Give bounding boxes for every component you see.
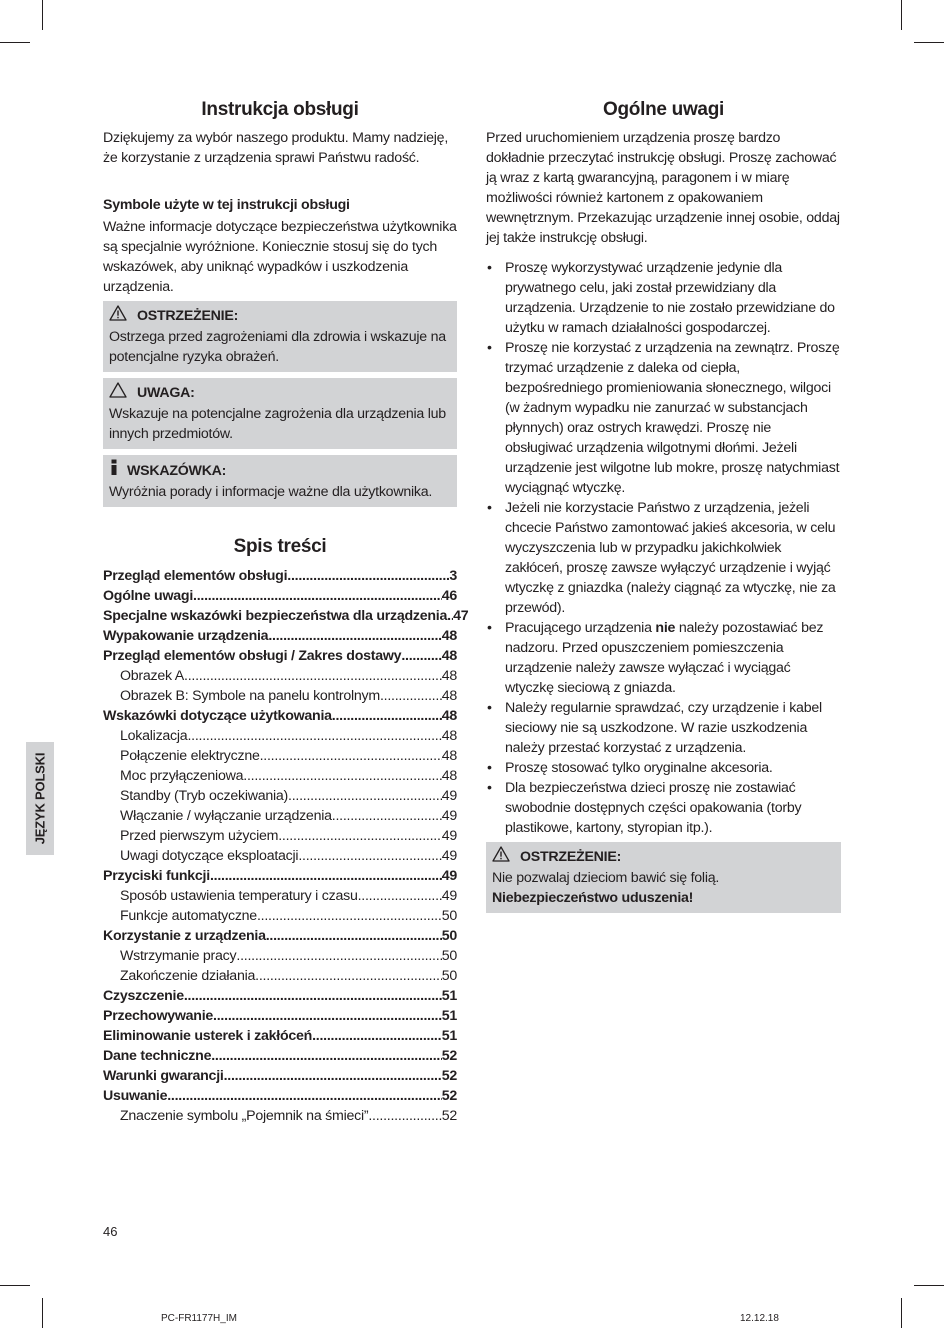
toc-entry-label: Obrazek B: Symbole na panelu kontrolnym: [120, 688, 380, 704]
children-warning-text: [492, 868, 835, 908]
language-side-tab: [26, 742, 54, 855]
toc-entry: [103, 586, 457, 606]
toc-entry: [103, 686, 457, 706]
symbols-text: Ważne informacje dotyczące bezpieczeństwa użytkownika są specjalnie wyróżnione. Koniecznie stosuj się do tych wskazówek, aby uniknąć wypadków i uszkodzenia urządzenia.: [103, 219, 457, 295]
crop-mark: [914, 1285, 944, 1286]
toc-leader-dots: [287, 566, 449, 586]
toc-leader-dots: [184, 666, 442, 686]
toc-entry: [103, 846, 457, 866]
toc-entry-page: 48: [441, 748, 457, 764]
toc-leader-dots: [266, 926, 442, 946]
toc-entry-page: 48: [441, 768, 457, 784]
general-notes-title: Ogólne uwagi: [603, 99, 724, 120]
instructions-title: Instrukcja obsługi: [201, 99, 359, 120]
general-note-item: • Proszę stosować tylko oryginalne akcesoria.: [486, 758, 841, 778]
general-notes-intro: Przed uruchomieniem urządzenia proszę bardzo dokładnie przeczytać instrukcję obsługi. Proszę zachować ją wraz z kartą gwarancyjną, paragonem i w miarę możliwości również kartonem z opakowaniem wewnętrznym. Przekazując urządzenie innej osobie, oddaj jej także instrukcję obsługi.: [486, 130, 840, 246]
toc-entry-page: 50: [441, 928, 457, 944]
toc-leader-dots: [358, 886, 442, 906]
toc-entry-label: Połączenie elektryczne: [120, 748, 260, 764]
warning-triangle-icon: [109, 305, 137, 327]
toc-entry-label: Wskazówki dotyczące użytkowania: [103, 708, 332, 724]
toc-entry-label: Przegląd elementów obsługi / Zakres dostawy: [103, 648, 402, 664]
table-of-contents: [103, 566, 469, 1126]
toc-entry: [103, 1006, 457, 1026]
toc-entry-label: Wstrzymanie pracy: [120, 948, 237, 964]
toc-entry-page: 49: [441, 828, 457, 844]
toc-entry-page: 48: [441, 688, 457, 704]
toc-entry-label: Korzystanie z urządzenia: [103, 928, 266, 944]
toc-entry: [103, 866, 457, 886]
toc-entry: [103, 666, 457, 686]
caution-text: Wskazuje na potencjalne zagrożenia dla urządzenia lub innych przedmiotów.: [109, 406, 446, 442]
toc-entry-label: Moc przyłączeniowa: [120, 768, 244, 784]
toc-title: Spis treści: [233, 536, 327, 557]
toc-leader-dots: [184, 986, 442, 1006]
toc-leader-dots: [298, 846, 441, 866]
page-number: 46: [103, 1224, 118, 1239]
toc-entry-label: Czyszczenie: [103, 988, 184, 1004]
toc-leader-dots: [193, 586, 442, 606]
toc-entry-page: 51: [441, 1028, 457, 1044]
toc-entry: [103, 706, 457, 726]
toc-entry-page: 48: [441, 728, 457, 744]
toc-leader-dots: [268, 626, 441, 646]
intro-text: Dziękujemy za wybór naszego produktu. Mamy nadzieję, że korzystanie z urządzenia sprawi Państwu radość.: [103, 130, 449, 166]
general-note-item: • Proszę wykorzystywać urządzenie jedynie dla prywatnego celu, jaki został przewidziany dla urządzenia. Urządzenie to nie zostało przewidziane do użytku w ramach działalności gospodarczej.: [486, 258, 841, 338]
note-title: WSKAZÓWKA:: [127, 462, 227, 479]
toc-entry-label: Wypakowanie urządzenia: [103, 628, 269, 644]
toc-leader-dots: [368, 1106, 441, 1126]
info-icon: [109, 459, 127, 482]
general-note-item: • Dla bezpieczeństwa dzieci proszę nie zostawiać swobodnie dostępnych części opakowania (torby plastikowe, kartony, styropian itp.).: [486, 778, 841, 838]
crop-mark: [901, 1298, 902, 1328]
caution-title: UWAGA:: [137, 385, 195, 401]
toc-entry: [103, 566, 457, 586]
toc-entry-page: 50: [441, 948, 457, 964]
caution-triangle-icon: [109, 382, 137, 404]
toc-entry-label: Przed pierwszym użyciem: [120, 828, 279, 844]
toc-entry: [103, 726, 457, 746]
toc-entry-page: 51: [441, 988, 457, 1004]
left-column: [103, 98, 469, 1126]
toc-entry: [103, 626, 457, 646]
toc-entry-page: 48: [441, 668, 457, 684]
toc-entry-label: Standby (Tryb oczekiwania): [120, 788, 289, 804]
toc-leader-dots: [260, 746, 442, 766]
general-note-emphasis: nie: [655, 620, 676, 636]
toc-entry: [103, 826, 457, 846]
crop-mark: [0, 1285, 30, 1286]
toc-entry-label: Eliminowanie usterek i zakłóceń: [103, 1028, 313, 1044]
toc-entry: [103, 606, 469, 626]
footer-date: 12.12.18: [740, 1313, 779, 1324]
toc-entry-label: Obrazek A: [120, 668, 184, 684]
toc-entry: [103, 986, 457, 1006]
toc-entry-label: Uwagi dotyczące eksploatacji: [120, 848, 299, 864]
toc-leader-dots: [243, 766, 441, 786]
crop-mark: [0, 42, 30, 43]
note-text: Wyróżnia porady i informacje ważne dla użytkownika.: [109, 484, 433, 500]
toc-entry-page: 52: [441, 1048, 457, 1064]
warning-box: [103, 301, 457, 372]
toc-entry-page: 51: [441, 1008, 457, 1024]
toc-leader-dots: [401, 646, 441, 666]
crop-mark: [914, 42, 944, 43]
toc-entry-label: Przyciski funkcji: [103, 868, 210, 884]
warning-text: Ostrzega przed zagrożeniami dla zdrowia i wskazuje na potencjalne ryzyka obrażeń.: [109, 329, 446, 365]
general-note-item: • Proszę nie korzystać z urządzenia na zewnątrz. Proszę trzymać urządzenie z daleka od ciepła, bezpośredniego promieniowania słonecznego, wilgoci (w żadnym wypadku nie zanurzać w substancjach płynnych) oraz ostrych krawędzi. Proszę nie obsługiwać urządzenia wilgotnymi dłońmi. Jeżeli urządzenie jest wilgotne lub mokre, proszę natychmiast wyciągnąć wtyczkę.: [486, 338, 841, 498]
toc-entry: [103, 906, 457, 926]
toc-entry: [103, 886, 457, 906]
general-note-item: • Należy regularnie sprawdzać, czy urządzenie i kabel sieciowy nie są uszkodzone. W razie uszkodzenia należy przestać korzystać z urządzenia.: [486, 698, 841, 758]
toc-entry-label: Warunki gwarancji: [103, 1068, 224, 1084]
toc-entry: [103, 786, 457, 806]
toc-leader-dots: [167, 1086, 441, 1106]
toc-entry-label: Usuwanie: [103, 1088, 168, 1104]
toc-entry: [103, 926, 457, 946]
toc-entry: [103, 806, 457, 826]
toc-entry-page: 46: [441, 588, 457, 604]
crop-mark: [42, 0, 43, 30]
toc-leader-dots: [210, 866, 442, 886]
toc-entry-page: 52: [441, 1088, 457, 1104]
toc-leader-dots: [187, 726, 441, 746]
toc-leader-dots: [213, 1006, 442, 1026]
toc-entry-page: 49: [441, 848, 457, 864]
toc-leader-dots: [255, 966, 442, 986]
toc-leader-dots: [257, 906, 442, 926]
general-note-text: Pracującego urządzenia: [505, 620, 656, 636]
toc-entry-page: 48: [441, 648, 457, 664]
children-warning-bold: Niebezpieczeństwo uduszenia!: [492, 890, 694, 906]
caution-box: [103, 378, 457, 449]
toc-leader-dots: [236, 946, 441, 966]
general-note-item: • Jeżeli nie korzystacie Państwo z urządzenia, jeżeli chcecie Państwo zamontować jakieś akcesoria, w celu wyczyszczenia lub w przypadku jakichkolwiek zakłóceń, proszę zawsze wyłączyć urządzenie i wyjąć wtyczkę z gniazdka (należy ciągnąć za wtyczkę, nie za przewód).: [486, 498, 841, 618]
toc-entry: [103, 1086, 457, 1106]
toc-leader-dots: [312, 1026, 442, 1046]
toc-entry: [103, 966, 457, 986]
toc-entry-label: Dane techniczne: [103, 1048, 212, 1064]
children-warning-title: OSTRZEŻENIE:: [520, 849, 622, 865]
toc-entry: [103, 1106, 457, 1126]
children-warning-box: [486, 842, 841, 913]
toc-entry-page: 52: [441, 1068, 457, 1084]
children-warning-plain: Nie pozwalaj dzieciom bawić się folią.: [492, 870, 720, 886]
toc-entry: [103, 1046, 457, 1066]
toc-entry: [103, 1066, 457, 1086]
toc-leader-dots: [332, 706, 442, 726]
toc-leader-dots: [278, 826, 441, 846]
toc-entry-label: Ogólne uwagi: [103, 588, 194, 604]
toc-entry-page: 50: [441, 968, 457, 984]
toc-entry-page: 47: [453, 608, 469, 624]
crop-mark: [42, 1298, 43, 1328]
note-box: [103, 455, 457, 507]
symbols-heading: Symbole użyte w tej instrukcji obsługi: [103, 197, 350, 213]
toc-leader-dots: [288, 786, 442, 806]
toc-entry-page: 49: [441, 788, 457, 804]
toc-entry-label: Funkcje automatyczne: [120, 908, 257, 924]
toc-entry: [103, 1026, 457, 1046]
general-note-text: należy pozostawiać bez nadzoru. Przed opuszczeniem pomieszczenia urządzenie należy zawsze wyłączać i wyciągać wtyczkę sieciową z gniazda.: [505, 620, 824, 696]
crop-mark: [901, 0, 902, 30]
toc-entry: [103, 646, 457, 666]
toc-leader-dots: [224, 1066, 442, 1086]
toc-entry-page: 3: [449, 568, 457, 584]
toc-entry-label: Włączanie / wyłączanie urządzenia: [120, 808, 332, 824]
footer-doc-id: PC-FR1177H_IM: [161, 1313, 237, 1324]
toc-entry: [103, 946, 457, 966]
toc-entry-page: 49: [441, 808, 457, 824]
toc-entry-page: 50: [441, 908, 457, 924]
toc-entry-page: 49: [441, 868, 457, 884]
toc-leader-dots: [211, 1046, 442, 1066]
toc-leader-dots: [332, 806, 442, 826]
toc-entry-label: Sposób ustawienia temperatury i czasu: [120, 888, 358, 904]
toc-entry-page: 48: [441, 708, 457, 724]
toc-entry: [103, 766, 457, 786]
toc-entry-page: 52: [441, 1108, 457, 1124]
toc-entry-label: Znaczenie symbolu „Pojemnik na śmieci”: [120, 1108, 369, 1124]
right-column: [486, 98, 841, 913]
toc-entry-label: Przegląd elementów obsługi: [103, 568, 288, 584]
toc-leader-dots: [380, 686, 442, 706]
general-note-item: [486, 618, 841, 698]
toc-entry-page: 49: [441, 888, 457, 904]
toc-entry-label: Lokalizacja: [120, 728, 188, 744]
general-notes-list: [486, 258, 841, 838]
toc-entry-label: Przechowywanie: [103, 1008, 214, 1024]
language-label: JĘZYK POLSKI: [32, 752, 48, 845]
warning-title: OSTRZEŻENIE:: [137, 308, 239, 324]
toc-entry-page: 48: [441, 628, 457, 644]
warning-triangle-icon: [492, 846, 520, 868]
toc-entry-label: Specjalne wskazówki bezpieczeństwa dla urządzenia: [103, 608, 448, 624]
toc-entry-label: Zakończenie działania: [120, 968, 256, 984]
toc-entry: [103, 746, 457, 766]
